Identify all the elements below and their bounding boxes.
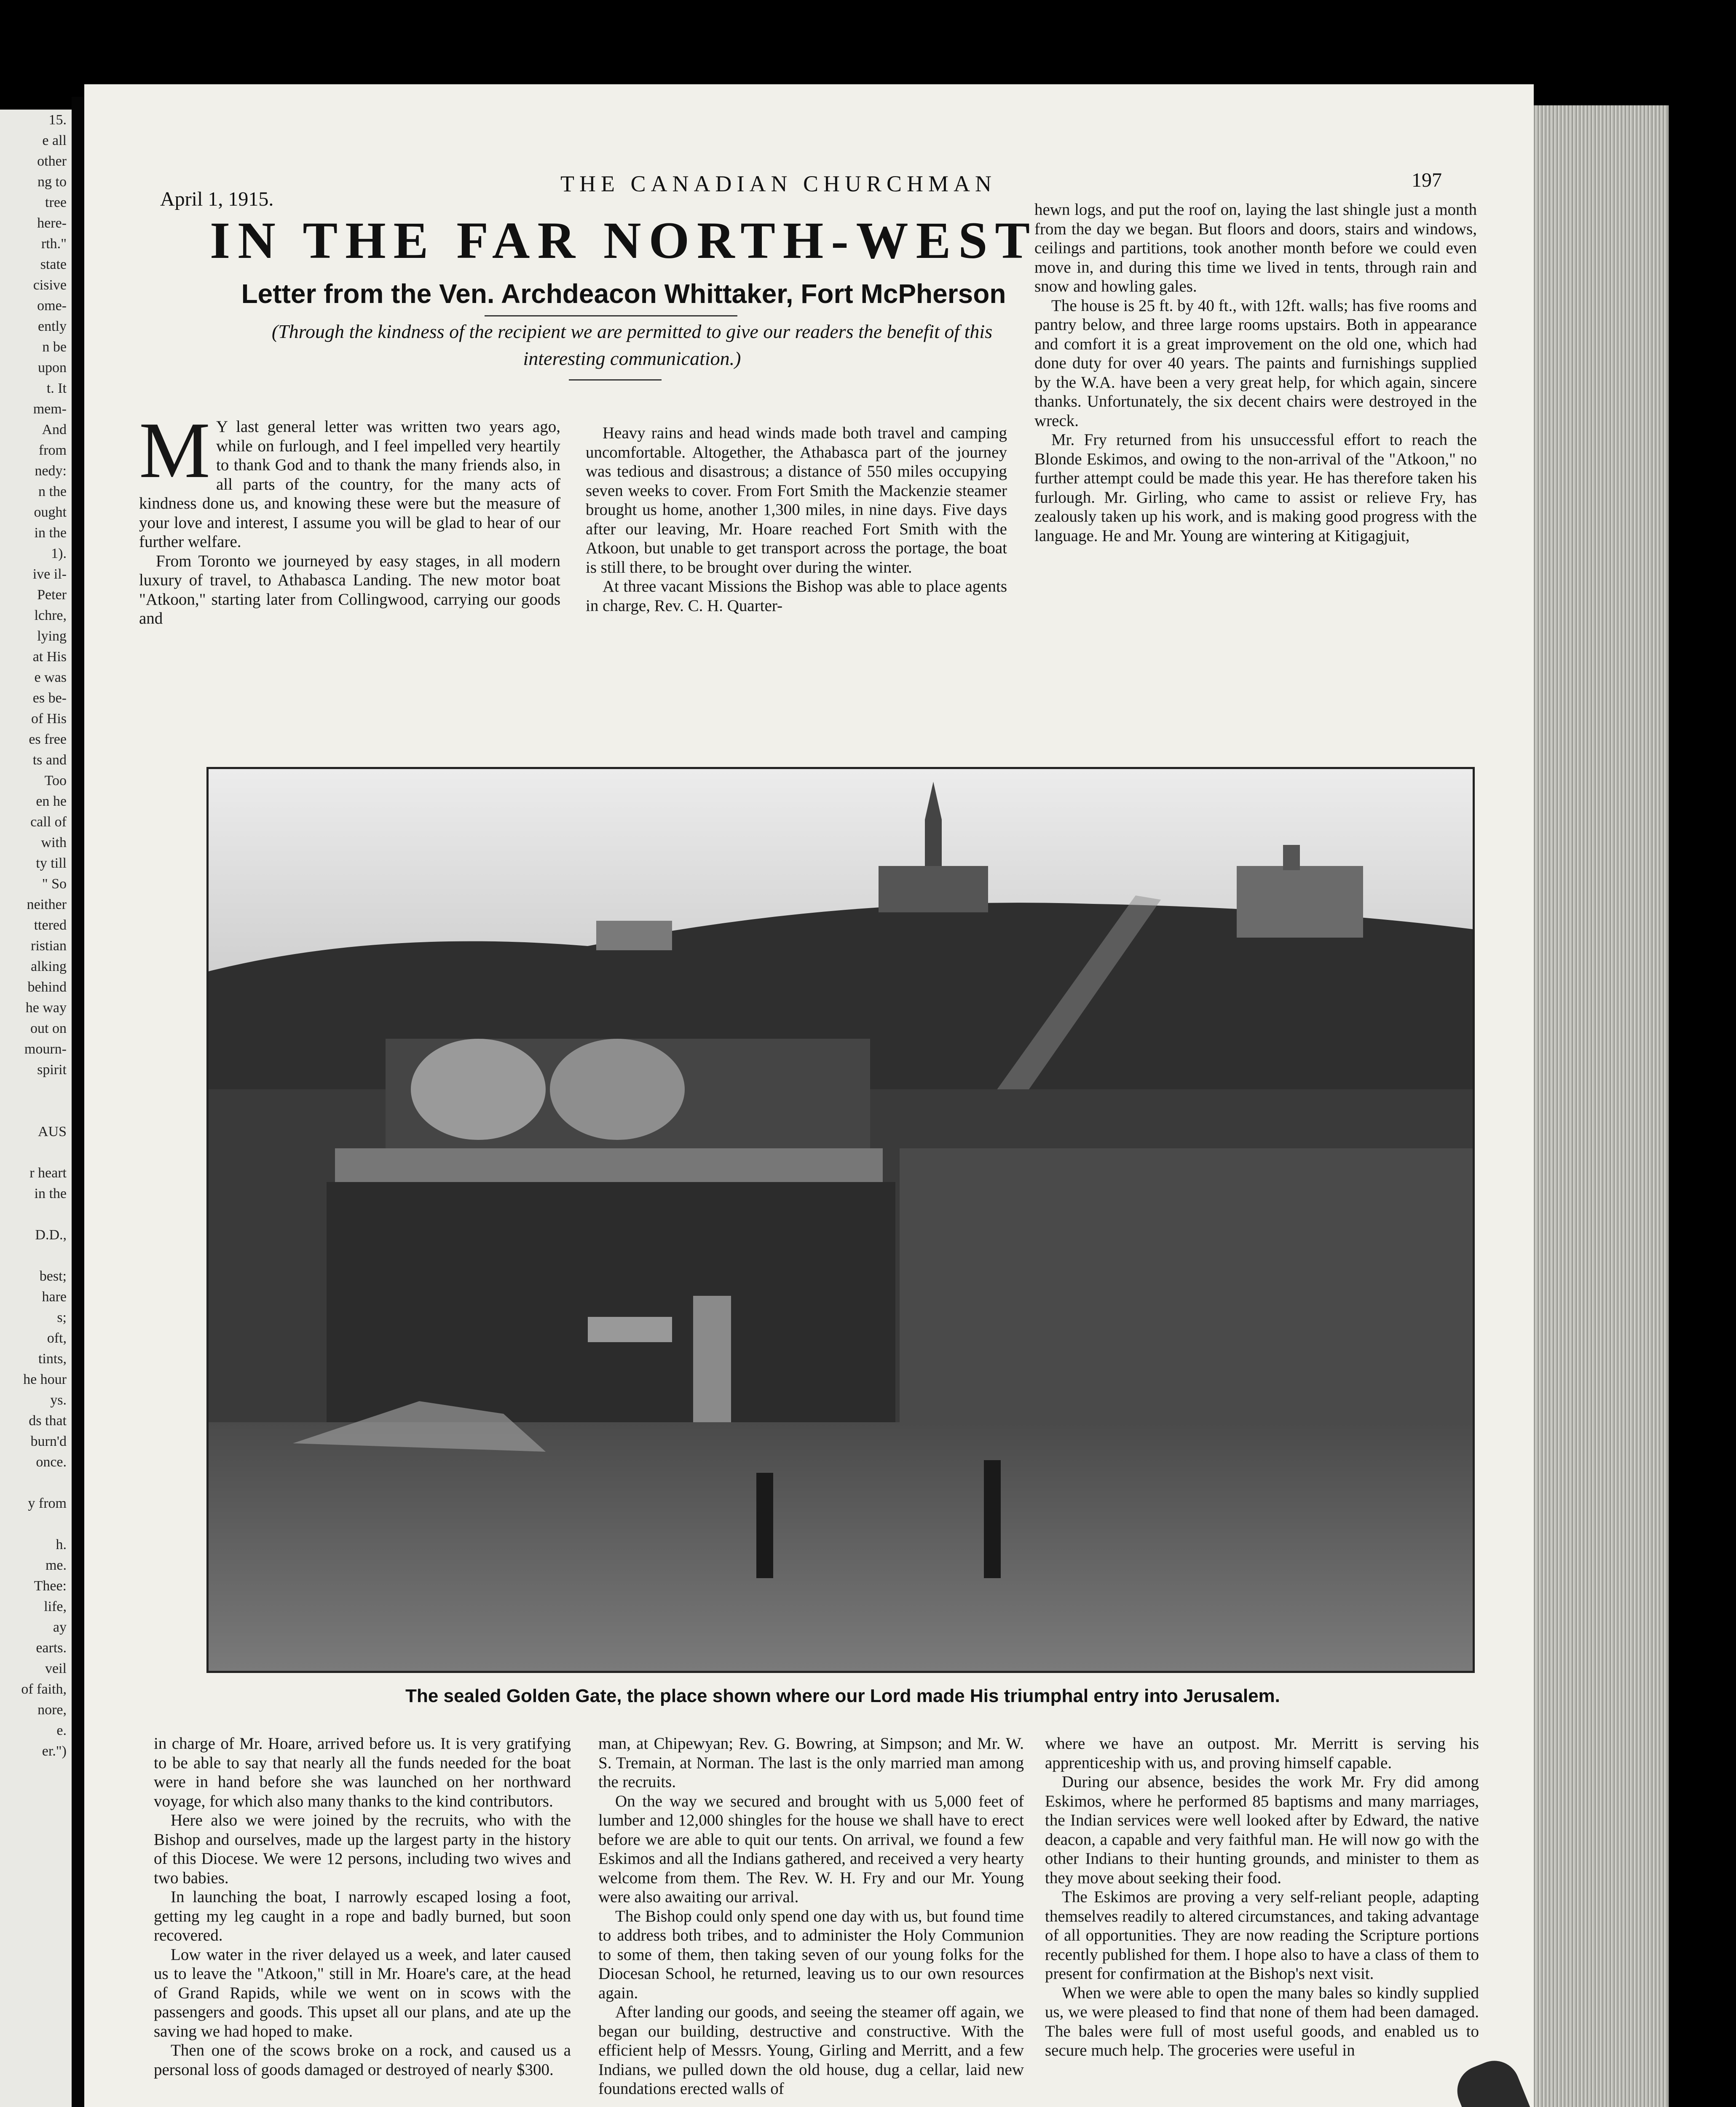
paragraph: hewn logs, and put the roof on, laying the last shingle just a month from the day we began. But floors and doors, stairs and windows, ceilings and partitions, took another month before we could even move in, and during this time we lived in tents, through rain and snow and howling gales. [1034, 201, 1477, 295]
left-page-fragment: ive il- [32, 566, 67, 582]
divider-rule [569, 379, 662, 381]
paragraph: On the way we secured and brought with us 5,000 feet of lumber and 12,000 shingles for the house we shall have to erect before we are able to quit our tents. On arrival, we found a few Eskimos and all the Indians gathered, and received a very hearty welcome from them. The Rev. W. H. Fry and our Mr. Young were also awaiting our arrival. [598, 1792, 1024, 1906]
left-page-fragment: cisive [33, 277, 67, 293]
paragraph: During our absence, besides the work Mr. Fry did among Eskimos, where he performed 85 baptisms and many marriages, the Indian services were well looked after by Edward, the native deacon, a capable and very faithful man. He will now go with the other Indians to their hunting grounds, and minister to them as they move about seeking their food. [1045, 1773, 1479, 1887]
left-page-fragment: ay [53, 1619, 67, 1635]
paragraph: The Bishop could only spend one day with us, but found time to address both tribes, and to administer the Holy Communion to some of them, then taking seven of our young folks for the Diocesan School, he returned, leaving us to our own resources again. [598, 1907, 1024, 2002]
left-page-fragment: e all [42, 133, 67, 148]
publication-title: THE CANADIAN CHURCHMAN [560, 171, 997, 196]
left-page-fragment: burn'd [30, 1434, 67, 1449]
left-page-fragment: in the [34, 525, 67, 541]
left-page-fragment: of faith, [21, 1681, 67, 1697]
left-page-fragment: once. [36, 1454, 67, 1470]
left-page-fragment: ently [38, 319, 67, 334]
left-page-fragment: spirit [37, 1062, 67, 1078]
left-page-fragment: he hour [23, 1372, 67, 1387]
paragraph: man, at Chipewyan; Rev. G. Bowring, at Simpson; and Mr. W. S. Tremain, at Norman. The last is the only married man among the recruits. [598, 1734, 1024, 1791]
left-page-fragment: tints, [38, 1351, 67, 1367]
page-number: 197 [1412, 169, 1442, 191]
left-page-fragment: at His [32, 649, 67, 665]
left-page-fragment: ristian [31, 938, 67, 954]
left-page-fragment: nore, [38, 1702, 67, 1718]
left-page-fragment: y from [28, 1496, 67, 1511]
article-column-5 [598, 1734, 1024, 2099]
paragraph: in charge of Mr. Hoare, arrived before us. It is very gratifying to be able to say that nearly all the funds needed for the boat were in hand before she was launched on her northward voyage, for which also many thanks to the kind contributors. [154, 1734, 571, 1810]
left-page-fragment: " So [42, 876, 67, 892]
paragraph: Mr. Fry returned from his unsuccessful effort to reach the Blonde Eskimos, and owing to the non-arrival of the "Atkoon," no further attempt could be made this year. He has therefore taken his furlough. Mr. Girling, who came to assist or relieve Fry, has zealously taken up his work, and is making good progress with the language. He and Mr. Young are wintering at Kitigagjuit, [1034, 431, 1477, 545]
editor-note: (Through the kindness of the recipient we are permitted to give our readers the benefit of this interesting communication.) [271, 321, 993, 369]
left-page-fragment: e was [34, 670, 67, 685]
paragraph: Y last general letter was written two years ago, while on furlough, and I feel impelled very heartily to thank God and to thank the many friends also, in all parts of the country, for the many acts of kindness done us, and knowing these were but the measure of your love and interest, I assume you will be glad to hear of our further welfare. [139, 418, 560, 551]
left-page-fragment: oft, [47, 1330, 67, 1346]
left-page-fragment: hare [42, 1289, 67, 1305]
paragraph: The house is 25 ft. by 40 ft., with 12ft. walls; has five rooms and pantry below, and three large rooms upstairs. Both in appearance and comfort it is a great improvement on the old one, which had done duty for over 40 years. The paints and furnishings supplied by the W.A. have been a very great help, for which again, sincere thanks. Unfortunately, the six decent chairs were destroyed in the wreck. [1034, 296, 1477, 430]
left-page-fragment: from [38, 442, 67, 458]
left-page-fragment: es be- [32, 690, 67, 706]
left-page-fragment: neither [27, 897, 67, 912]
paragraph: where we have an outpost. Mr. Merritt is serving his apprenticeship with us, and proving himself capable. [1045, 1734, 1479, 1772]
left-page-fragment: me. [45, 1557, 67, 1573]
left-page-fragment: with [41, 835, 67, 850]
magazine-page [84, 84, 1534, 2107]
left-page-fragment: out on [30, 1021, 67, 1036]
left-page-fragment: veil [45, 1661, 67, 1676]
left-page-fragment: h. [56, 1537, 67, 1552]
photo-caption: The sealed Golden Gate, the place shown where our Lord made His triumphal entry into Jerusalem. [405, 1686, 1280, 1706]
paragraph: When we were able to open the many bales so kindly supplied us, we were pleased to find that none of them had been damaged. The bales were full of most useful goods, and enabled us to secure much help. The groceries were useful in [1045, 1984, 1479, 2059]
left-page-fragment: here- [37, 215, 67, 231]
paragraph: Then one of the scows broke on a rock, and caused us a personal loss of goods damaged or destroyed of nearly $300. [154, 2041, 571, 2079]
paragraph: From Toronto we journeyed by easy stages, in all modern luxury of travel, to Athabasca Landing. The new motor boat "Atkoon," starting later from Collingwood, carrying our goods and [139, 552, 560, 627]
left-page-fragment: behind [27, 979, 67, 995]
left-page-fragment: mem- [33, 401, 67, 417]
left-page-fragment: state [40, 257, 67, 272]
left-page-fragment: mourn- [24, 1041, 67, 1057]
left-page-fragment: upon [38, 360, 67, 375]
left-page-fragment [0, 1514, 72, 1534]
left-page-fragment: n the [38, 484, 67, 499]
left-page-fragment: D.D., [35, 1227, 67, 1243]
left-page-fragment: r heart [29, 1165, 67, 1181]
left-page-fragment: tree [45, 195, 67, 210]
left-page-edge [0, 110, 72, 2107]
left-page-fragment: er.") [42, 1743, 67, 1759]
left-page-fragment: of His [31, 711, 67, 726]
left-page-fragment [0, 1142, 72, 1163]
left-page-fragment: 1). [51, 546, 67, 561]
left-page-fragment: And [42, 422, 67, 437]
paragraph: At three vacant Missions the Bishop was able to place agents in charge, Rev. C. H. Quarter- [586, 577, 1007, 615]
drop-cap: M [139, 406, 210, 495]
left-page-fragment: ttered [34, 917, 67, 933]
left-page-fragment [0, 1101, 72, 1121]
left-page-fragment: ng to [38, 174, 67, 190]
photo-illustration [209, 769, 1473, 1671]
left-page-fragment: ome- [37, 298, 67, 314]
article-subheadline: Letter from the Ven. Archdeacon Whittaker, Fort McPherson [241, 279, 1006, 309]
left-page-fragment: rth." [41, 236, 67, 252]
left-page-fragment: life, [44, 1599, 67, 1614]
left-page-fragment: Peter [37, 587, 67, 603]
left-page-fragment: t. It [46, 381, 67, 396]
left-page-fragment: ought [34, 504, 67, 520]
left-page-fragment: he way [25, 1000, 67, 1016]
divider-rule [485, 315, 737, 316]
issue-date: April 1, 1915. [160, 188, 274, 210]
left-page-fragment: AUS [38, 1124, 67, 1139]
left-page-fragment: other [37, 153, 67, 169]
left-page-fragment: nedy: [35, 463, 67, 479]
article-column-6 [1045, 1734, 1479, 2060]
left-page-fragment: Thee: [34, 1578, 67, 1594]
left-page-fragment: best; [39, 1268, 67, 1284]
paragraph: Heavy rains and head winds made both travel and camping uncomfortable. Altogether, the Athabasca part of the journey was tedious and disastrous; a distance of 550 miles occupying seven weeks to cover. From Fort Smith the Mackenzie steamer brought us home, another 1,300 miles, in nine days. Five days after our leaving, Mr. Hoare reached Fort Smith with the Atkoon, but unable to get transport across the portage, the boat is still there, to be brought over during the winter. [586, 424, 1007, 576]
article-column-4 [154, 1734, 571, 2079]
paragraph: The Eskimos are proving a very self-reliant people, adapting themselves readily to altered circumstances, and taking advantage of all opportunities. They are now reading the Scripture portions recently published for them. I hope also to have a class of them to present for confirmation at the Bishop's next visit. [1045, 1888, 1479, 1983]
left-page-fragment: lchre, [34, 608, 67, 623]
left-page-fragment: e. [56, 1723, 67, 1738]
left-page-fragment: in the [34, 1186, 67, 1201]
golden-gate-photograph [206, 767, 1475, 1673]
left-page-fragment: alking [31, 959, 67, 974]
paragraph: Low water in the river delayed us a week, and later caused us to leave the "Atkoon," still in Mr. Hoare's care, at the head of Grand Rapids, while we went on in scows with the passengers and goods. This upset all our plans, and ate up the saving we had hoped to make. [154, 1945, 571, 2040]
left-page-fragment [0, 1245, 72, 1266]
article-column-1 [139, 406, 560, 628]
left-page-fragment: s; [57, 1310, 67, 1325]
left-page-fragment: Too [44, 773, 67, 788]
left-page-fragment: ys. [50, 1392, 67, 1408]
left-page-fragment [0, 1204, 72, 1225]
left-page-fragment: es free [29, 732, 67, 747]
article-headline: IN THE FAR NORTH-WEST [209, 212, 1038, 269]
left-page-fragment: call of [30, 814, 67, 830]
left-page-fragment [0, 1080, 72, 1101]
left-page-text [0, 110, 72, 1761]
paragraph: Here also we were joined by the recruits, who with the Bishop and ourselves, made up the largest party in the history of this Diocese. We were 12 persons, including two wives and two babies. [154, 1811, 571, 1887]
article-column-3 [1034, 200, 1477, 545]
left-page-fragment: lying [37, 628, 67, 644]
left-page-fragment: 15. [48, 112, 67, 128]
left-page-fragment: ty till [36, 855, 67, 871]
left-page-fragment [0, 1472, 72, 1493]
left-page-fragment: ds that [29, 1413, 67, 1429]
left-page-fragment: en he [36, 793, 67, 809]
paragraph: In launching the boat, I narrowly escaped losing a foot, getting my leg caught in a rope and badly burned, but soon recovered. [154, 1888, 571, 1944]
paragraph: After landing our goods, and seeing the steamer off again, we began our building, destructive and constructive. With the efficient help of Messrs. Young, Girling and Merritt, and a few Indians, we pulled down the old house, dug a cellar, laid new foundations erected walls of [598, 2003, 1024, 2098]
left-page-fragment: earts. [36, 1640, 67, 1656]
left-page-fragment: ts and [32, 752, 67, 768]
left-page-fragment: n be [42, 339, 67, 355]
article-column-2 [586, 424, 1007, 615]
book-page-edges [1530, 105, 1669, 2107]
